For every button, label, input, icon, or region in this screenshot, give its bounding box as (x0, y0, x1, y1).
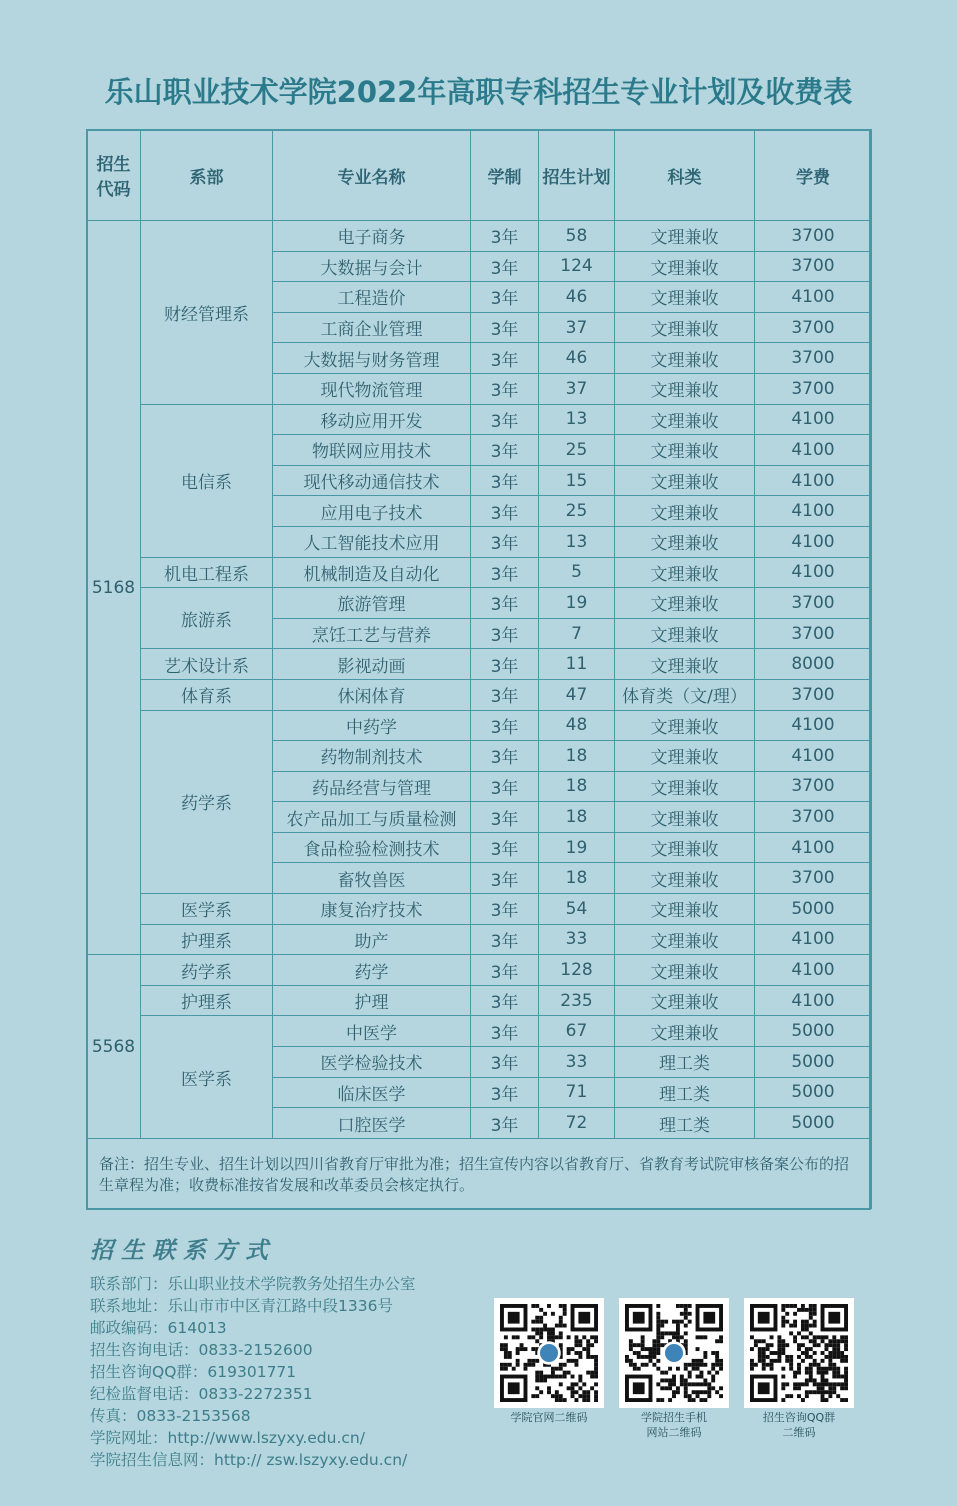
cell-plan: 47 (539, 679, 615, 710)
cell-plan: 13 (539, 526, 615, 557)
cell-category: 文理兼收 (615, 343, 755, 374)
cell-length: 3年 (471, 221, 539, 252)
note-row (87, 1138, 872, 1208)
table-header-row (87, 130, 872, 221)
qr-caption-qq-group (729, 1410, 869, 1440)
qr-caption-website (479, 1410, 619, 1425)
table-row (87, 557, 872, 588)
table-row (87, 679, 872, 710)
cell-length: 3年 (471, 1047, 539, 1078)
contact-line-dept: 联系部门：乐山职业技术学院教务处招生办公室 (90, 1275, 416, 1293)
table-row (87, 894, 872, 925)
cell-major: 休闲体育 (273, 679, 471, 710)
cell-length: 3年 (471, 741, 539, 772)
cell-length: 3年 (471, 985, 539, 1016)
qr-caption-line: 二维码 (782, 1426, 816, 1439)
cell-major: 中药学 (273, 710, 471, 741)
cell-department: 体育系 (141, 679, 273, 710)
cell-category: 文理兼收 (615, 863, 755, 894)
cell-fee: 5000 (755, 1077, 872, 1108)
cell-major: 口腔医学 (273, 1108, 471, 1139)
contact-heading: 招生联系方式 (90, 1237, 276, 1264)
cell-plan: 37 (539, 312, 615, 343)
cell-category: 文理兼收 (615, 802, 755, 833)
cell-length: 3年 (471, 496, 539, 527)
cell-length: 3年 (471, 679, 539, 710)
cell-department: 财经管理系 (141, 221, 273, 405)
cell-code: 5168 (87, 221, 141, 955)
cell-plan: 18 (539, 802, 615, 833)
cell-category: 文理兼收 (615, 924, 755, 955)
cell-major: 药物制剂技术 (273, 741, 471, 772)
cell-plan: 54 (539, 894, 615, 925)
cell-category: 理工类 (615, 1047, 755, 1078)
table-row (87, 985, 872, 1016)
cell-plan: 5 (539, 557, 615, 588)
contact-line-address: 联系地址：乐山市市中区青江路中段1336号 (90, 1297, 393, 1315)
cell-category: 文理兼收 (615, 649, 755, 680)
enrollment-plan-table (86, 129, 872, 1209)
cell-fee: 4100 (755, 496, 872, 527)
cell-length: 3年 (471, 1108, 539, 1139)
table-row (87, 221, 872, 252)
cell-length: 3年 (471, 526, 539, 557)
cell-length: 3年 (471, 557, 539, 588)
cell-fee: 3700 (755, 802, 872, 833)
cell-length: 3年 (471, 1077, 539, 1108)
cell-fee: 3700 (755, 618, 872, 649)
cell-fee: 3700 (755, 251, 872, 282)
cell-major: 工商企业管理 (273, 312, 471, 343)
cell-category: 文理兼收 (615, 1016, 755, 1047)
qr-code-mobile-site (619, 1298, 729, 1408)
cell-category: 文理兼收 (615, 832, 755, 863)
cell-length: 3年 (471, 343, 539, 374)
cell-department: 艺术设计系 (141, 649, 273, 680)
contact-line-website: 学院网址：http://www.lszyxy.edu.cn/ (90, 1429, 365, 1447)
cell-fee: 5000 (755, 1047, 872, 1078)
cell-plan: 19 (539, 588, 615, 619)
header-code: 招生 代码 (87, 130, 141, 221)
cell-plan: 25 (539, 435, 615, 466)
cell-length: 3年 (471, 618, 539, 649)
cell-plan: 72 (539, 1108, 615, 1139)
cell-major: 畜牧兽医 (273, 863, 471, 894)
cell-plan: 25 (539, 496, 615, 527)
cell-fee: 4100 (755, 526, 872, 557)
cell-category: 文理兼收 (615, 282, 755, 313)
qr-code-qq-group (744, 1298, 854, 1408)
cell-category: 文理兼收 (615, 526, 755, 557)
cell-department: 医学系 (141, 1016, 273, 1138)
cell-major: 物联网应用技术 (273, 435, 471, 466)
table-body (87, 221, 872, 1139)
cell-major: 康复治疗技术 (273, 894, 471, 925)
cell-length: 3年 (471, 955, 539, 986)
cell-category: 文理兼收 (615, 373, 755, 404)
cell-length: 3年 (471, 771, 539, 802)
cell-length: 3年 (471, 924, 539, 955)
cell-length: 3年 (471, 373, 539, 404)
cell-plan: 19 (539, 832, 615, 863)
cell-fee: 4100 (755, 557, 872, 588)
cell-major: 助产 (273, 924, 471, 955)
cell-length: 3年 (471, 1016, 539, 1047)
cell-fee: 3700 (755, 343, 872, 374)
cell-plan: 15 (539, 465, 615, 496)
cell-fee: 4100 (755, 985, 872, 1016)
cell-major: 食品检验检测技术 (273, 832, 471, 863)
cell-length: 3年 (471, 404, 539, 435)
qr-code-website (494, 1298, 604, 1408)
qr-code-icon (750, 1304, 848, 1402)
cell-fee: 3700 (755, 373, 872, 404)
header-major: 专业名称 (273, 130, 471, 221)
cell-major: 大数据与会计 (273, 251, 471, 282)
cell-category: 文理兼收 (615, 955, 755, 986)
cell-fee: 5000 (755, 1016, 872, 1047)
cell-major: 护理 (273, 985, 471, 1016)
cell-department: 药学系 (141, 710, 273, 894)
cell-category: 文理兼收 (615, 710, 755, 741)
cell-department: 药学系 (141, 955, 273, 986)
cell-category: 文理兼收 (615, 404, 755, 435)
contact-line-admission-site: 学院招生信息网：http:// zsw.lszyxy.edu.cn/ (90, 1451, 408, 1469)
cell-category: 体育类（文/理） (615, 679, 755, 710)
cell-category: 文理兼收 (615, 557, 755, 588)
cell-fee: 4100 (755, 955, 872, 986)
cell-length: 3年 (471, 435, 539, 466)
contact-line-supervision: 纪检监督电话：0833-2272351 (90, 1385, 313, 1403)
cell-category: 文理兼收 (615, 741, 755, 772)
cell-plan: 46 (539, 282, 615, 313)
cell-plan: 67 (539, 1016, 615, 1047)
table-row (87, 1016, 872, 1047)
cell-category: 文理兼收 (615, 312, 755, 343)
cell-major: 临床医学 (273, 1077, 471, 1108)
contact-line-fax: 传真：0833-2153568 (90, 1407, 251, 1425)
cell-category: 理工类 (615, 1108, 755, 1139)
cell-major: 应用电子技术 (273, 496, 471, 527)
cell-plan: 71 (539, 1077, 615, 1108)
cell-category: 文理兼收 (615, 496, 755, 527)
cell-fee: 3700 (755, 588, 872, 619)
cell-fee: 4100 (755, 404, 872, 435)
cell-category: 文理兼收 (615, 894, 755, 925)
qr-caption-mobile-site (604, 1410, 744, 1440)
cell-department: 电信系 (141, 404, 273, 557)
contact-line-qq: 招生咨询QQ群：619301771 (90, 1363, 297, 1381)
contact-line-postcode: 邮政编码：614013 (90, 1319, 227, 1337)
header-fee: 学费 (755, 130, 872, 221)
cell-plan: 7 (539, 618, 615, 649)
cell-fee: 4100 (755, 710, 872, 741)
qr-caption-line: 学院官网二维码 (510, 1411, 588, 1424)
cell-plan: 124 (539, 251, 615, 282)
cell-major: 电子商务 (273, 221, 471, 252)
cell-fee: 4100 (755, 924, 872, 955)
cell-length: 3年 (471, 282, 539, 313)
cell-category: 文理兼收 (615, 251, 755, 282)
qr-caption-line: 招生咨询QQ群 (762, 1411, 836, 1424)
cell-major: 现代物流管理 (273, 373, 471, 404)
cell-length: 3年 (471, 649, 539, 680)
cell-major: 人工智能技术应用 (273, 526, 471, 557)
cell-department: 护理系 (141, 985, 273, 1016)
cell-code: 5568 (87, 955, 141, 1139)
cell-plan: 13 (539, 404, 615, 435)
qr-caption-line: 网站二维码 (646, 1426, 702, 1439)
table-note: 备注：招生专业、招生计划以四川省教育厅审批为准；招生宣传内容以省教育厅、省教育考试院审核备案公布的招生章程为准；收费标准按省发展和改革委员会核定执行。 (87, 1138, 872, 1208)
cell-plan: 18 (539, 863, 615, 894)
cell-length: 3年 (471, 312, 539, 343)
header-plan: 招生计划 (539, 130, 615, 221)
cell-fee: 3700 (755, 221, 872, 252)
cell-major: 药品经营与管理 (273, 771, 471, 802)
cell-major: 中医学 (273, 1016, 471, 1047)
cell-fee: 4100 (755, 741, 872, 772)
cell-category: 文理兼收 (615, 618, 755, 649)
table-row (87, 649, 872, 680)
cell-plan: 58 (539, 221, 615, 252)
cell-fee: 5000 (755, 1108, 872, 1139)
table-row (87, 955, 872, 986)
cell-fee: 8000 (755, 649, 872, 680)
cell-category: 文理兼收 (615, 588, 755, 619)
cell-fee: 4100 (755, 282, 872, 313)
contact-line-phone: 招生咨询电话：0833-2152600 (90, 1341, 313, 1359)
cell-fee: 4100 (755, 465, 872, 496)
table-row (87, 404, 872, 435)
cell-category: 文理兼收 (615, 221, 755, 252)
cell-category: 理工类 (615, 1077, 755, 1108)
cell-plan: 46 (539, 343, 615, 374)
cell-length: 3年 (471, 832, 539, 863)
qr-code-icon (500, 1304, 598, 1402)
cell-fee: 3700 (755, 679, 872, 710)
cell-major: 大数据与财务管理 (273, 343, 471, 374)
contact-info (90, 1273, 416, 1471)
cell-category: 文理兼收 (615, 465, 755, 496)
cell-plan: 48 (539, 710, 615, 741)
cell-length: 3年 (471, 863, 539, 894)
cell-category: 文理兼收 (615, 985, 755, 1016)
cell-plan: 18 (539, 741, 615, 772)
cell-major: 移动应用开发 (273, 404, 471, 435)
cell-fee: 5000 (755, 894, 872, 925)
cell-plan: 235 (539, 985, 615, 1016)
cell-plan: 37 (539, 373, 615, 404)
cell-major: 影视动画 (273, 649, 471, 680)
table-row (87, 710, 872, 741)
cell-fee: 4100 (755, 435, 872, 466)
cell-category: 文理兼收 (615, 435, 755, 466)
cell-plan: 33 (539, 1047, 615, 1078)
cell-major: 现代移动通信技术 (273, 465, 471, 496)
cell-department: 机电工程系 (141, 557, 273, 588)
page-title: 乐山职业技术学院2022年高职专科招生专业计划及收费表 (104, 75, 853, 109)
cell-length: 3年 (471, 251, 539, 282)
cell-major: 机械制造及自动化 (273, 557, 471, 588)
table-row (87, 588, 872, 619)
cell-major: 药学 (273, 955, 471, 986)
cell-fee: 3700 (755, 863, 872, 894)
cell-fee: 3700 (755, 312, 872, 343)
qr-caption-line: 学院招生手机 (641, 1411, 707, 1424)
table-row (87, 924, 872, 955)
cell-major: 旅游管理 (273, 588, 471, 619)
cell-fee: 4100 (755, 832, 872, 863)
qr-code-icon (625, 1304, 723, 1402)
cell-plan: 18 (539, 771, 615, 802)
cell-department: 旅游系 (141, 588, 273, 649)
cell-major: 医学检验技术 (273, 1047, 471, 1078)
cell-category: 文理兼收 (615, 771, 755, 802)
header-length: 学制 (471, 130, 539, 221)
cell-department: 护理系 (141, 924, 273, 955)
cell-length: 3年 (471, 588, 539, 619)
cell-length: 3年 (471, 802, 539, 833)
cell-length: 3年 (471, 894, 539, 925)
header-dept: 系部 (141, 130, 273, 221)
cell-length: 3年 (471, 710, 539, 741)
cell-major: 烹饪工艺与营养 (273, 618, 471, 649)
cell-plan: 33 (539, 924, 615, 955)
cell-department: 医学系 (141, 894, 273, 925)
cell-fee: 3700 (755, 771, 872, 802)
cell-length: 3年 (471, 465, 539, 496)
cell-major: 工程造价 (273, 282, 471, 313)
cell-major: 农产品加工与质量检测 (273, 802, 471, 833)
header-category: 科类 (615, 130, 755, 221)
cell-plan: 11 (539, 649, 615, 680)
cell-plan: 128 (539, 955, 615, 986)
